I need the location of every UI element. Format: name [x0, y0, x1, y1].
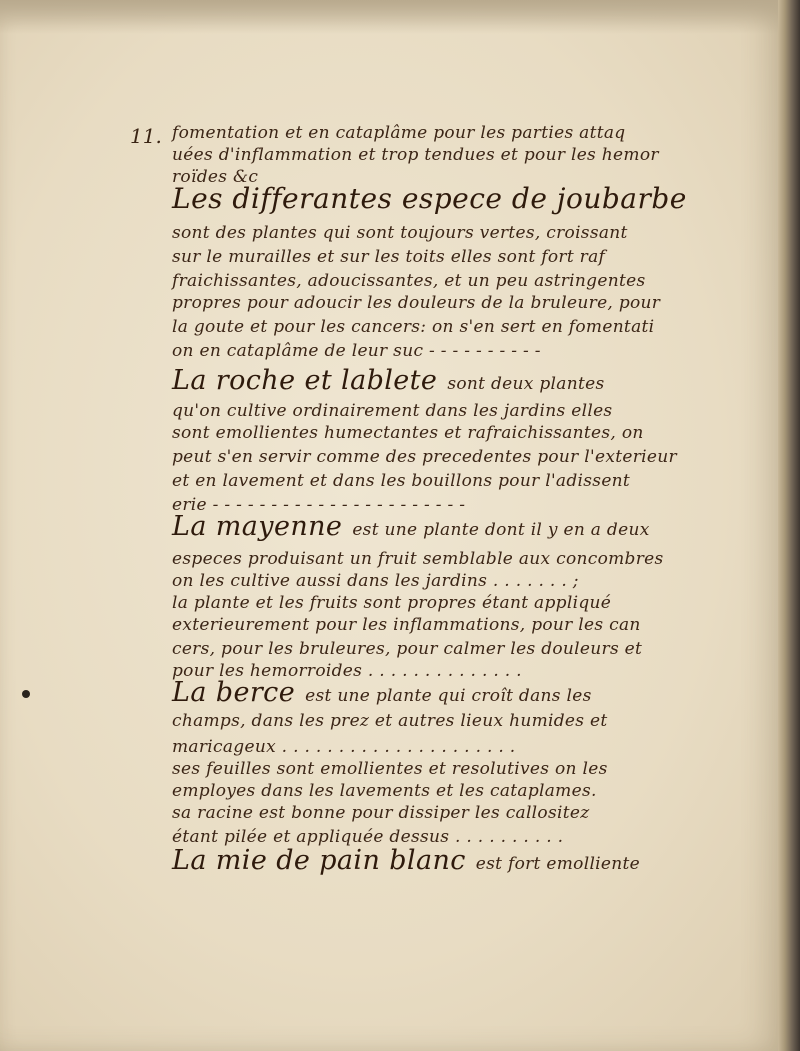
line-text: maricageux . . . . . . . . . . . . . . . . . . . . .	[172, 737, 516, 757]
line-text: ses feuilles sont emollientes et resolutives on les	[172, 759, 608, 779]
manuscript-line	[172, 710, 608, 732]
line-text: especes produisant un fruit semblable aux concombres	[172, 549, 664, 569]
manuscript-line	[172, 222, 628, 244]
line-text: étant pilée et appliquée dessus . . . . . . . . . .	[172, 827, 564, 847]
binding-hole	[22, 690, 30, 698]
section-heading: La mayenne	[172, 511, 343, 542]
book-spine	[778, 0, 800, 1051]
manuscript-line	[172, 511, 650, 542]
manuscript-line	[172, 570, 579, 592]
manuscript-line	[172, 292, 660, 314]
line-text: sur le murailles et sur les toits elles sont fort raf	[172, 247, 606, 267]
line-text: propres pour adoucir les douleurs de la bruleure, pour	[172, 293, 661, 313]
line-text: est fort emolliente	[475, 854, 641, 874]
line-text: sont emollientes humectantes et rafraichissantes, on	[172, 423, 644, 443]
manuscript-line	[172, 144, 659, 166]
section-heading: La berce	[172, 677, 296, 708]
manuscript-line	[172, 270, 645, 292]
manuscript-line	[172, 638, 642, 660]
line-text: sa racine est bonne pour dissiper les callositez	[172, 803, 590, 823]
line-text: uées d'inflammation et trop tendues et pour les hemor	[172, 145, 659, 165]
manuscript-line	[172, 470, 630, 492]
line-text: la goute et pour les cancers: on s'en sert en fomentati	[172, 317, 655, 337]
line-text: erie - - - - - - - - - - - - - - - - - - - - - -	[172, 495, 466, 515]
manuscript-line	[172, 802, 589, 824]
manuscript-line	[172, 736, 516, 758]
manuscript-line	[172, 758, 608, 780]
line-text: est une plante dont il y en a deux	[352, 520, 650, 540]
line-text: peut s'en servir comme des precedentes pour l'exterieur	[172, 447, 677, 467]
manuscript-line	[172, 365, 605, 396]
line-text: fomentation et en cataplâme pour les parties attaq	[172, 123, 626, 143]
line-text: champs, dans les prez et autres lieux humides et	[172, 711, 608, 731]
line-text: on en cataplâme de leur suc - - - - - - - - - -	[172, 341, 541, 361]
manuscript-line	[172, 780, 597, 802]
line-text: roïdes &c	[172, 167, 259, 187]
line-text: cers, pour les bruleures, pour calmer les douleurs et	[172, 639, 643, 659]
line-text: sont des plantes qui sont toujours vertes, croissant	[172, 223, 628, 243]
line-text: on les cultive aussi dans les jardins . . . . . . . ;	[172, 571, 579, 591]
manuscript-line	[172, 122, 626, 144]
manuscript-line	[172, 548, 664, 570]
line-text: pour les hemorroides . . . . . . . . . . . . . .	[172, 661, 522, 681]
manuscript-line	[172, 677, 592, 708]
manuscript-line	[172, 614, 641, 636]
manuscript-line	[172, 316, 654, 338]
manuscript-line	[172, 400, 612, 422]
line-text: est une plante qui croît dans les	[305, 686, 592, 706]
manuscript-line	[172, 592, 611, 614]
page-top-shadow	[0, 0, 784, 34]
folio-number: 11.	[130, 124, 162, 148]
manuscript-line	[172, 422, 644, 444]
line-text: fraichissantes, adoucissantes, et un peu astringentes	[172, 271, 646, 291]
line-text: exterieurement pour les inflammations, pour les can	[172, 615, 641, 635]
line-text: sont deux plantes	[447, 374, 605, 394]
manuscript-line	[172, 246, 605, 268]
section-heading: Les differantes espece de joubarbe	[172, 182, 687, 215]
manuscript-line	[172, 182, 687, 215]
manuscript-line	[172, 446, 677, 468]
line-text: et en lavement et dans les bouillons pour l'adissent	[172, 471, 631, 491]
line-text: employes dans les lavements et les cataplames.	[172, 781, 597, 801]
manuscript-line	[172, 340, 541, 362]
section-heading: La mie de pain blanc	[172, 845, 466, 876]
section-heading: La roche et lablete	[172, 365, 438, 396]
manuscript-line	[172, 845, 641, 876]
line-text: la plante et les fruits sont propres étant appliqué	[172, 593, 612, 613]
line-text: qu'on cultive ordinairement dans les jardins elles	[172, 401, 613, 421]
